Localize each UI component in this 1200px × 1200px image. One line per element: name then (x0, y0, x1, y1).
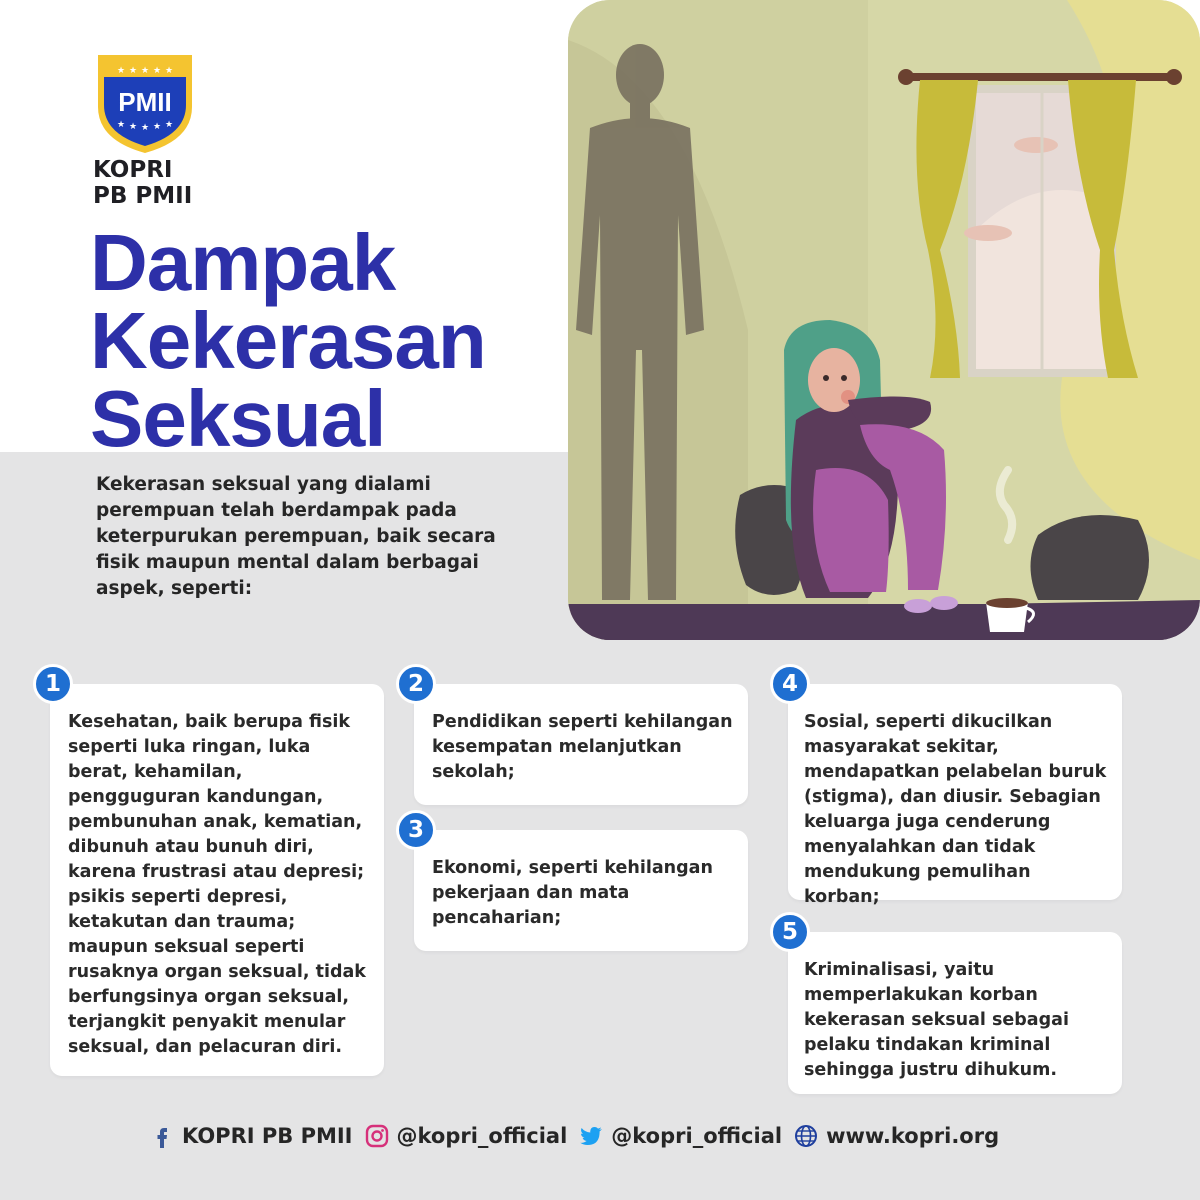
svg-text:★: ★ (128, 66, 138, 76)
logo-text: PMII (118, 87, 172, 117)
footer-instagram-label: @kopri_official (396, 1124, 568, 1148)
svg-text:★: ★ (152, 66, 162, 76)
svg-text:★: ★ (140, 123, 150, 133)
intro-text: Kekerasan seksual yang dialami perempuan telah berdampak pada keterpurukan perempuan, baik secara fisik maupun mental dalam berbagai aspek, seperti: (96, 474, 496, 599)
item-text-2: Pendidikan seperti kehilangan kesempatan melanjutkan sekolah; (432, 712, 733, 782)
svg-text:★: ★ (116, 66, 126, 76)
footer-website-label: www.kopri.org (826, 1124, 1000, 1148)
footer-twitter[interactable] (579, 1124, 782, 1148)
item-text-4: Sosial, seperti dikucilkan masyarakat sekitar, mendapatkan pelabelan buruk (stigma), dan diusir. Sebagian keluarga juga cenderung menyalahkan dan tidak mendukung pemulihan korban; (804, 712, 1107, 907)
item-number-badge-1: 1 (33, 664, 73, 704)
pmii-logo (90, 45, 200, 155)
svg-text:★: ★ (152, 122, 162, 132)
item-number-badge-5: 5 (770, 912, 810, 952)
item-number-badge-2: 2 (396, 664, 436, 704)
item-number-badge-4: 4 (770, 664, 810, 704)
item-text-5: Kriminalisasi, yaitu memperlakukan korban kekerasan seksual sebagai pelaku tindakan kriminal sehingga justru dihukum. (804, 960, 1069, 1080)
facebook-icon (150, 1124, 174, 1148)
svg-text:★: ★ (164, 120, 174, 130)
footer-facebook-label: KOPRI PB PMII (182, 1124, 353, 1148)
footer-website[interactable] (794, 1124, 999, 1148)
org-name-line1: KOPRI (93, 157, 173, 183)
org-name (93, 157, 192, 209)
footer-facebook[interactable] (150, 1124, 353, 1148)
org-name-line2: PB PMII (93, 183, 193, 209)
svg-text:★: ★ (128, 122, 138, 132)
item-text-3: Ekonomi, seperti kehilangan pekerjaan dan mata pencaharian; (432, 858, 713, 928)
svg-text:★: ★ (140, 66, 150, 76)
footer-instagram[interactable] (365, 1124, 568, 1148)
footer-twitter-label: @kopri_official (611, 1124, 783, 1148)
page-title (90, 218, 486, 463)
footer-social-links (150, 1118, 1003, 1154)
instagram-icon (365, 1124, 389, 1148)
twitter-icon (579, 1124, 603, 1148)
title-line2: Kekerasan (90, 296, 486, 385)
svg-text:★: ★ (164, 66, 174, 76)
illustration (568, 0, 1200, 640)
item-text-1: Kesehatan, baik berupa fisik seperti luka ringan, luka berat, kehamilan, pengguguran kandungan, pembunuhan anak, kematian, dibunuh atau bunuh diri, karena frustrasi atau depresi; psikis seperti depresi, ketakutan dan trauma; maupun seksual seperti rusaknya organ seksual, tidak berfungsinya organ seksual, terjangkit penyakit menular seksual, dan pelacuran diri. (68, 712, 366, 1057)
globe-icon (794, 1124, 818, 1148)
title-line3: Seksual (90, 374, 386, 463)
item-number-badge-3: 3 (396, 810, 436, 850)
svg-text:★: ★ (116, 120, 126, 130)
title-line1: Dampak (90, 218, 396, 307)
